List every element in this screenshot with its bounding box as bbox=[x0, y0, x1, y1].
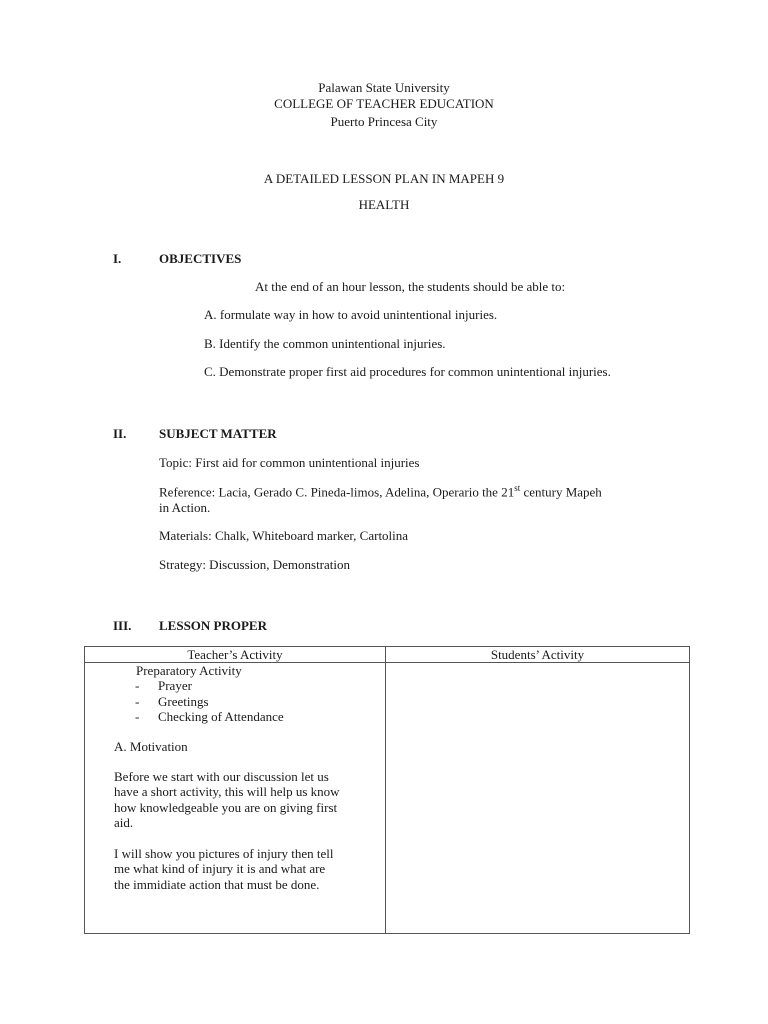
bullet-item-greetings: Greetings bbox=[158, 694, 209, 709]
city-name: Puerto Princesa City bbox=[330, 114, 438, 129]
subject-reference-line2: in Action. bbox=[159, 500, 211, 515]
subject-strategy: Strategy: Discussion, Demonstration bbox=[159, 557, 351, 572]
paragraph-line: Before we start with our discussion let us bbox=[114, 769, 329, 784]
bullet-item-prayer: Prayer bbox=[158, 678, 192, 693]
bullet-item-attendance: Checking of Attendance bbox=[158, 709, 284, 724]
objective-item-c: C. Demonstrate proper first aid procedures for common unintentional injuries. bbox=[204, 364, 611, 379]
section-heading-objectives: OBJECTIVES bbox=[159, 251, 242, 266]
paragraph-line: how knowledgeable you are on giving first bbox=[114, 800, 338, 815]
objectives-intro: At the end of an hour lesson, the students should be able to: bbox=[255, 279, 566, 294]
column-header-students: Students’ Activity bbox=[386, 647, 690, 663]
motivation-heading: A. Motivation bbox=[114, 739, 188, 754]
subject-reference-line1 bbox=[159, 483, 602, 500]
lesson-table-row bbox=[85, 663, 690, 934]
reference-text-end: century Mapeh bbox=[520, 484, 602, 500]
paragraph-line: have a short activity, this will help us know bbox=[114, 784, 340, 799]
preparatory-activity-label: Preparatory Activity bbox=[136, 663, 242, 678]
document-title: A DETAILED LESSON PLAN IN MAPEH 9 bbox=[263, 171, 505, 186]
students-activity-cell bbox=[386, 663, 690, 934]
section-numeral-lesson-proper: III. bbox=[113, 618, 132, 633]
paragraph-line: the immidiate action that must be done. bbox=[114, 877, 320, 892]
lesson-table-header-row bbox=[85, 647, 690, 663]
reference-text: Reference: Lacia, Gerado C. Pineda-limos, Adelina, Operario the 21 bbox=[159, 484, 515, 500]
teacher-activity-cell bbox=[85, 663, 386, 934]
section-numeral-subject-matter: II. bbox=[113, 426, 127, 441]
objective-item-a: A. formulate way in how to avoid unintentional injuries. bbox=[204, 307, 498, 322]
paragraph-line: I will show you pictures of injury then tell bbox=[114, 846, 334, 861]
paragraph-line: me what kind of injury it is and what are bbox=[114, 861, 326, 876]
university-name: Palawan State University bbox=[318, 80, 450, 95]
column-header-teacher: Teacher’s Activity bbox=[85, 647, 386, 663]
bullet-dash: - bbox=[135, 678, 140, 693]
subject-materials: Materials: Chalk, Whiteboard marker, Cartolina bbox=[159, 528, 409, 543]
subject-topic: Topic: First aid for common unintentional injuries bbox=[159, 455, 420, 470]
objective-item-b: B. Identify the common unintentional injuries. bbox=[204, 336, 446, 351]
lesson-table bbox=[84, 646, 690, 934]
bullet-dash: - bbox=[135, 694, 140, 709]
section-heading-subject-matter: SUBJECT MATTER bbox=[159, 426, 277, 441]
college-name: COLLEGE OF TEACHER EDUCATION bbox=[274, 96, 494, 111]
section-numeral-objectives: I. bbox=[113, 251, 122, 266]
document-subtitle: HEALTH bbox=[358, 197, 410, 212]
section-heading-lesson-proper: LESSON PROPER bbox=[159, 618, 267, 633]
reference-superscript: st bbox=[514, 483, 521, 493]
paragraph-line: aid. bbox=[114, 815, 134, 830]
bullet-dash: - bbox=[135, 709, 140, 724]
